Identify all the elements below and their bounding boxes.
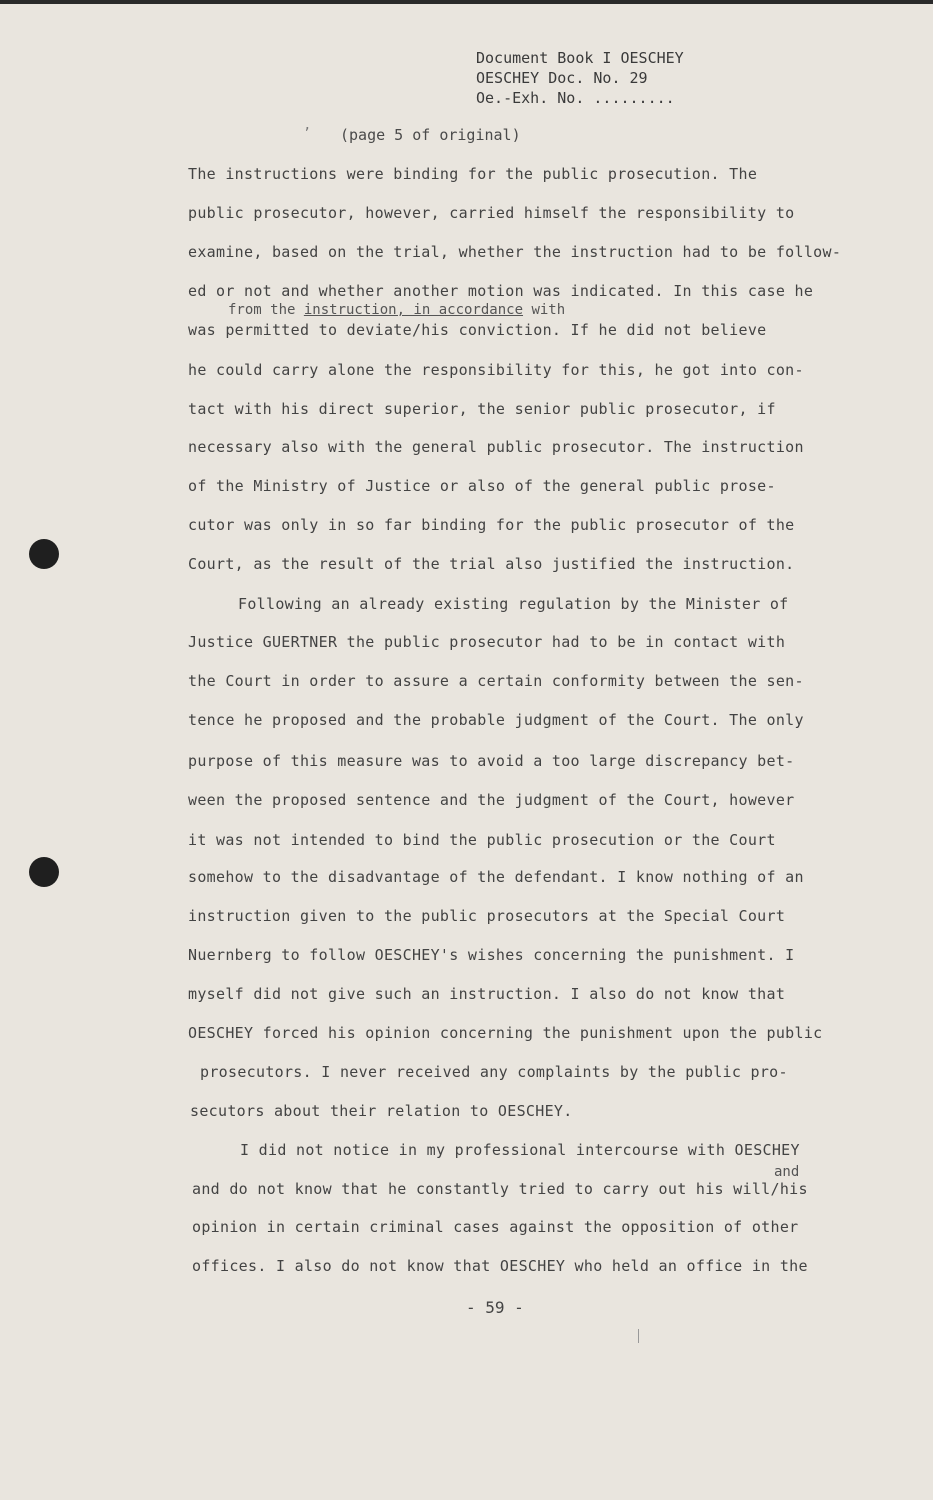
text-line: the Court in order to assure a certain conformity between the sen-: [188, 672, 804, 690]
header-line-2: OESCHEY Doc. No. 29: [476, 69, 648, 87]
text-line: prosecutors. I never received any complaints by the public pro-: [200, 1063, 788, 1081]
text-line: Following an already existing regulation by the Minister of: [238, 595, 789, 613]
text-line: purpose of this measure was to avoid a too large discrepancy bet-: [188, 752, 795, 770]
text-line: Court, as the result of the trial also justified the instruction.: [188, 555, 795, 573]
margin-tick: ’: [303, 126, 311, 141]
text-line: of the Ministry of Justice or also of the general public prose-: [188, 477, 776, 495]
text-line: and do not know that he constantly tried to carry out his will/his: [192, 1180, 808, 1198]
page-number: - 59 -: [466, 1298, 524, 1317]
text-line: offices. I also do not know that OESCHEY who held an office in the: [192, 1257, 808, 1275]
text-line: ed or not and whether another motion was indicated. In this case he: [188, 282, 814, 300]
text-line: Nuernberg to follow OESCHEY's wishes concerning the punishment. I: [188, 946, 795, 964]
text-line: cutor was only in so far binding for the public prosecutor of the: [188, 516, 795, 534]
text-line: The instructions were binding for the public prosecution. The: [188, 165, 758, 183]
text-line: I did not notice in my professional intercourse with OESCHEY: [240, 1141, 800, 1159]
header-line-3: Oe.-Exh. No. .........: [476, 89, 675, 107]
text-line: somehow to the disadvantage of the defendant. I know nothing of an: [188, 868, 804, 886]
text-line: OESCHEY forced his opinion concerning the punishment upon the public: [188, 1024, 823, 1042]
text-line: public prosecutor, however, carried himself the responsibility to: [188, 204, 795, 222]
text-line: myself did not give such an instruction. I also do not know that: [188, 985, 786, 1003]
handwritten-insertion-and: and: [774, 1164, 800, 1180]
handwritten-insertion: from the instruction, in accordance with: [228, 302, 566, 318]
text-line: ween the proposed sentence and the judgment of the Court, however: [188, 791, 795, 809]
text-line: was permitted to deviate/his conviction. If he did not believe: [188, 321, 767, 339]
stray-mark: [638, 1329, 639, 1343]
text-line: secutors about their relation to OESCHEY.: [190, 1102, 573, 1120]
text-line: tact with his direct superior, the senior public prosecutor, if: [188, 400, 776, 418]
header-line-1: Document Book I OESCHEY: [476, 49, 684, 67]
page-note: (page 5 of original): [340, 126, 521, 144]
punch-hole: [29, 857, 59, 887]
text-line: tence he proposed and the probable judgment of the Court. The only: [188, 711, 804, 729]
text-line: necessary also with the general public prosecutor. The instruction: [188, 438, 804, 456]
punch-hole: [29, 539, 59, 569]
text-line: he could carry alone the responsibility for this, he got into con-: [188, 361, 804, 379]
text-line: examine, based on the trial, whether the instruction had to be follow-: [188, 243, 842, 261]
text-line: Justice GUERTNER the public prosecutor had to be in contact with: [188, 633, 786, 651]
text-line: it was not intended to bind the public prosecution or the Court: [188, 831, 776, 849]
document-header: [476, 48, 684, 108]
text-line: instruction given to the public prosecutors at the Special Court: [188, 907, 786, 925]
text-line: opinion in certain criminal cases against the opposition of other: [192, 1218, 799, 1236]
